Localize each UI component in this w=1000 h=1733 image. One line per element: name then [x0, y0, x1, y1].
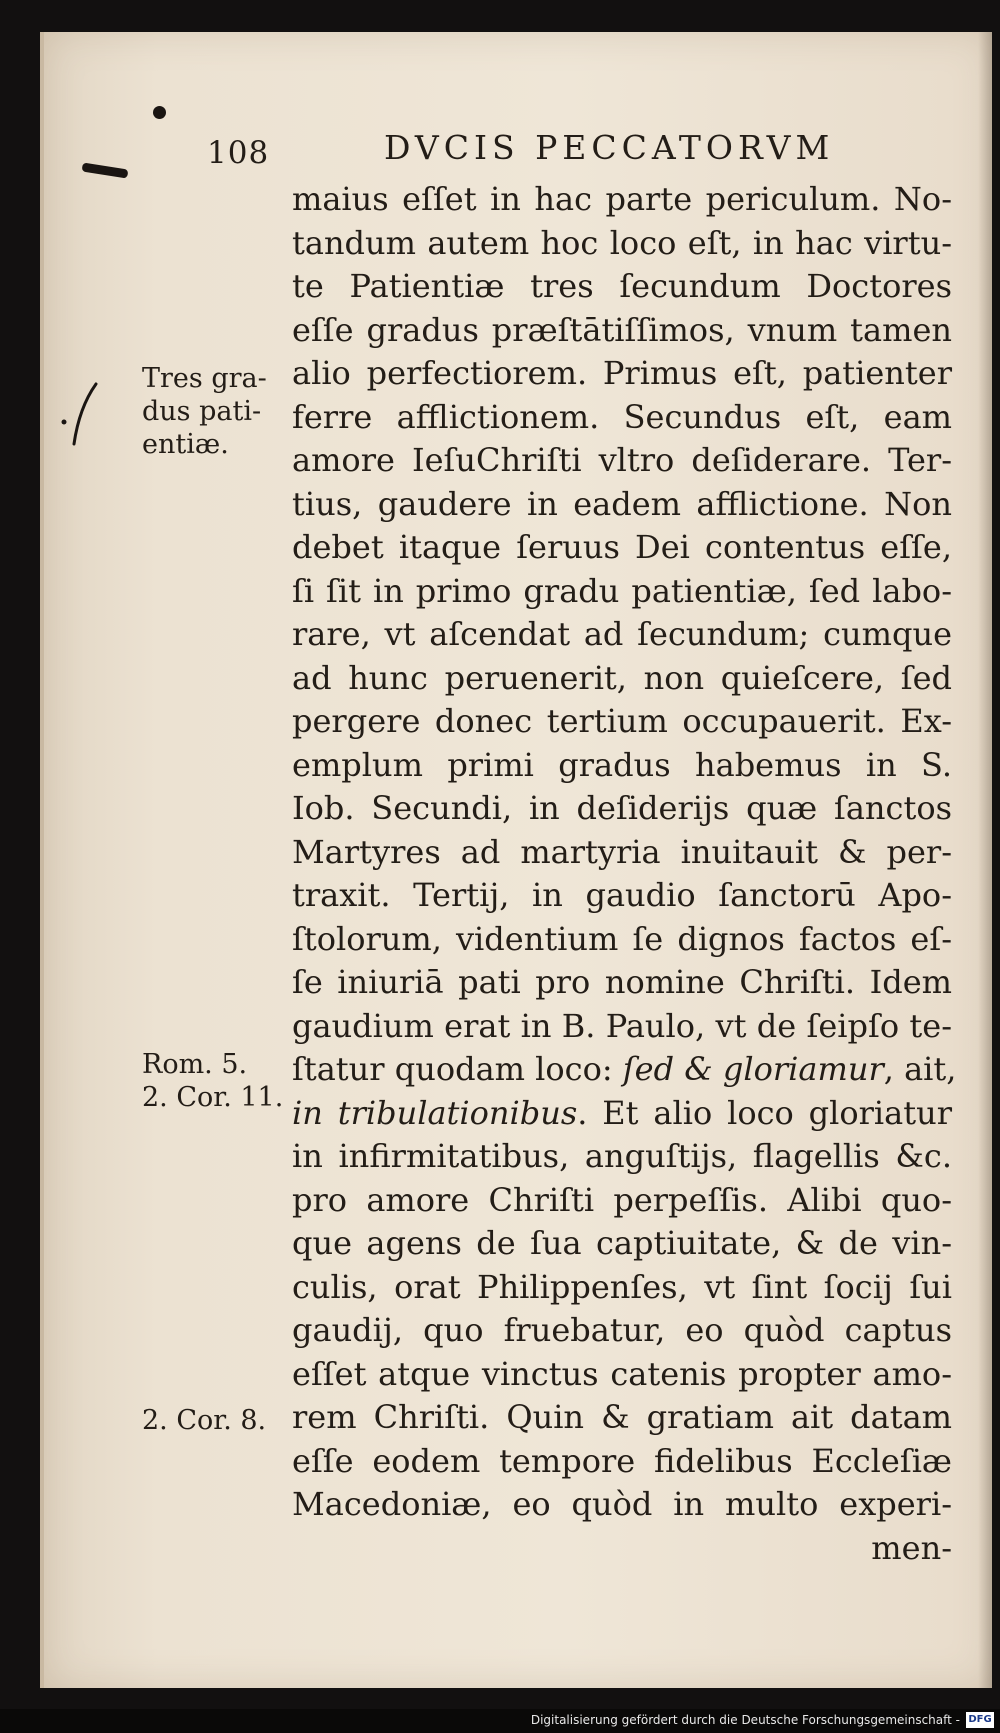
- text-line: gaudium erat in B. Paulo, vt de ſeipſo te-: [292, 1006, 952, 1045]
- text-line: eſſe eodem tempore fidelibus Eccleſiæ: [292, 1441, 952, 1480]
- running-title: DVCIS PECCATORVM: [384, 128, 835, 167]
- catchword: men-: [871, 1528, 952, 1567]
- margin-note-line: entiæ.: [142, 429, 229, 460]
- text-line: ſtolorum, videntium ſe dignos factos eſ-: [292, 919, 952, 958]
- text-line: emplum primi gradus habemus in S.: [292, 745, 952, 784]
- margin-note-rom-cor: [142, 1048, 283, 1114]
- quote-line: [292, 1048, 957, 1092]
- body-text: [292, 178, 957, 1570]
- margin-note-line: dus pati-: [142, 396, 262, 427]
- text-line: tandum autem hoc loco eſt, in hac virtu-: [292, 223, 952, 262]
- text-line: eſſet atque vinctus catenis propter amo-: [292, 1354, 952, 1393]
- text-line: amore IeſuChriſti vltro deſiderare. Ter-: [292, 441, 952, 479]
- quote-text: , ait,: [883, 1050, 957, 1088]
- margin-note-line: 2. Cor. 8.: [142, 1405, 267, 1436]
- margin-note-line: 2. Cor. 11.: [142, 1082, 284, 1113]
- text-line: rare, vt aſcendat ad ſecundum; cumque: [292, 615, 952, 653]
- margin-note-tres-gradus: [142, 362, 267, 461]
- text-line: Martyres ad martyria inuitauit & per-: [292, 832, 952, 871]
- text-line: rem Chriſti. Quin & gratiam ait datam: [292, 1398, 952, 1436]
- text-line: te Patientiæ tres ſecundum Doctores: [292, 267, 952, 305]
- ink-dot-mark: [153, 106, 166, 119]
- text-line: que agens de ſua captiuitate, & de vin-: [292, 1224, 952, 1262]
- margin-note-line: Rom. 5.: [142, 1049, 248, 1080]
- quote-line: [292, 1092, 952, 1136]
- quote-text: . Et alio loco gloriatur: [577, 1093, 953, 1132]
- text-line: ad hunc peruenerit, non quieſcere, ſed: [292, 658, 952, 697]
- text-line: in infirmitatibus, anguſtijs, flagellis &c.: [292, 1137, 952, 1175]
- text-line: maius eſſet in hac parte periculum. No-: [292, 180, 952, 218]
- text-line: ſe iniuriā pati pro nomine Chriſti. Idem: [292, 963, 952, 1001]
- quote-italic: in tribulationibus: [292, 1093, 578, 1132]
- text-line: Macedoniæ, eo quòd in multo experi-: [292, 1485, 952, 1523]
- text-line: eſſe gradus præſtātiſſimos, vnum tamen: [292, 310, 952, 349]
- footer-credit: Digitalisierung gefördert durch die Deutsche Forschungsgemeinschaft -: [530, 1713, 960, 1727]
- text-line: pergere donec tertium occupauerit. Ex-: [292, 702, 952, 740]
- margin-note-cor8: [142, 1404, 266, 1437]
- text-line: alio perfectiorem. Primus eſt, patienter: [292, 354, 952, 392]
- quote-italic: ſed & gloriamur: [622, 1050, 884, 1088]
- text-line: gaudij, quo fruebatur, eo quòd captus: [292, 1311, 952, 1349]
- dfg-logo: DFG: [966, 1712, 994, 1728]
- text-line: traxit. Tertij, in gaudio ſanctorū Apo-: [292, 876, 952, 914]
- text-line: pro amore Chriſti perpeſſis. Alibi quo-: [292, 1180, 952, 1219]
- text-line: debet itaque ſeruus Dei contentus eſſe,: [292, 528, 952, 566]
- page-number: 108: [207, 135, 270, 171]
- quote-text: ſtatur quodam loco:: [292, 1050, 623, 1088]
- margin-note-line: Tres gra-: [142, 363, 267, 394]
- text-line: ſi ſit in primo gradu patientiæ, ſed labo-: [292, 571, 952, 610]
- text-line: Iob. Secundi, in deſiderijs quæ ſanctos: [292, 789, 952, 827]
- text-line: ferre afflictionem. Secundus eſt, eam: [292, 397, 952, 436]
- text-line: tius, gaudere in eadem afflictione. Non: [292, 484, 952, 523]
- pen-stroke-mark: [56, 380, 106, 450]
- text-line: culis, orat Philippenſes, vt ſint ſocij ſui: [292, 1267, 952, 1306]
